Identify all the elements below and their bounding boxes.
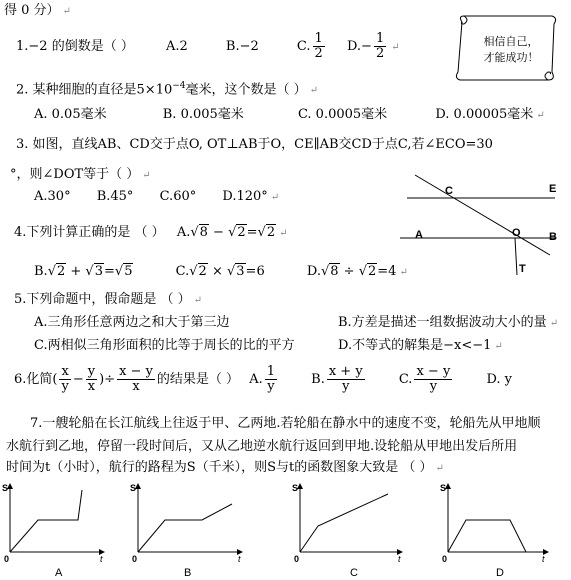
question-6: 6.化简( $\frac{x}{y}$ − $\frac{y}{x}$ )÷ $\frac{x - y}{x}$ 的结果是（ ） A. $\frac{1}{y}$ B. $\frac{x + y}{y}$ C. $\frac{x - y}{y}$ D. y — [14, 364, 513, 394]
graph-A — [2, 483, 104, 579]
svg-text:B: B — [184, 567, 192, 579]
question-7-line3: 时间为t（小时），航行的路程为S（千米），则S与t的函数图象大致是 （ ） ↵ — [6, 460, 444, 475]
graph-C — [292, 483, 402, 579]
svg-text:t: t — [542, 554, 545, 564]
question-2-stem: 2. 某种细胞的直径是$5\times 10^{-4}$毫米，这个数是（ ） ↵ — [16, 81, 319, 98]
svg-text:0: 0 — [442, 554, 448, 564]
point-T-label: T — [519, 263, 526, 275]
svg-text:t: t — [238, 554, 241, 564]
question-4-options: B.√2 + √3=√5 C.√2 × √3=6 D.√8 ÷ √2=4 ↵ — [34, 264, 408, 279]
question-5-option-A: A.三角形任意两边之和大于第三边 — [34, 315, 230, 330]
header-text: 得 0 分） ↵ — [4, 3, 71, 18]
function-graphs — [0, 478, 571, 580]
question-7-line2: 水航行到乙地，停留一段时间后，又从乙地逆水航行返回到甲地.设轮船从甲地出发后所用 — [6, 439, 518, 454]
svg-text:t: t — [398, 554, 401, 564]
point-E-label: E — [549, 183, 557, 195]
svg-text:S: S — [130, 483, 137, 493]
svg-text:S: S — [292, 483, 299, 493]
point-A-label: A — [415, 229, 423, 241]
graph-B — [130, 483, 242, 579]
question-2-options: A. 0.05毫米 B. 0.005毫米 C. 0.0005毫米 D. 0.00005毫米 ↵ — [34, 107, 545, 122]
question-3-line2: °，则∠DOT等于（ ） ↵ — [10, 167, 151, 182]
question-5-option-C: C.两相似三角形面积的比等于周长的比的平方 — [34, 338, 295, 353]
svg-text:D: D — [496, 567, 504, 579]
question-3-line1: 3. 如图，直线AB、CD交于点O, OT⊥AB于O，CE∥AB交CD于点C,若∠ECO=30 — [16, 137, 493, 152]
motto-text: 相信自己， 才能成功！ — [483, 35, 539, 64]
svg-text:t: t — [100, 554, 103, 564]
svg-text:A: A — [55, 567, 63, 579]
point-O-label: O — [512, 227, 521, 239]
point-C-label: C — [445, 185, 453, 197]
question-5-option-D: D.不等式的解集是−x<−1 ↵ — [338, 338, 503, 353]
geometry-figure — [395, 170, 567, 280]
svg-text:S: S — [2, 483, 9, 493]
question-5-option-B: B.方差是描述一组数据波动大小的量 ↵ — [338, 315, 559, 330]
svg-text:0: 0 — [294, 554, 300, 564]
question-7-line1: 7.一艘轮船在长江航线上往返于甲、乙两地.若轮船在静水中的速度不变，轮船先从甲地顺 — [30, 416, 541, 431]
question-5-stem: 5.下列命题中，假命题是 （ ） ↵ — [14, 292, 203, 307]
graph-D — [440, 483, 548, 579]
svg-text:C: C — [350, 567, 358, 579]
point-B-label: B — [549, 231, 557, 243]
svg-text:0: 0 — [132, 554, 138, 564]
question-1: 1.−2 的倒数是（ ） A.2 B.−2 C. $\frac{1}{2}$ D.− $\frac{1}{2}$ ↵ — [16, 31, 400, 61]
svg-text:S: S — [440, 483, 447, 493]
question-3-options: A.30° B.45° C.60° D.120° ↵ — [34, 189, 280, 204]
question-4-stem: 4.下列计算正确的是 （ ） A.√8 − √2=√2 ↵ — [14, 225, 288, 240]
svg-text:0: 0 — [4, 554, 10, 564]
